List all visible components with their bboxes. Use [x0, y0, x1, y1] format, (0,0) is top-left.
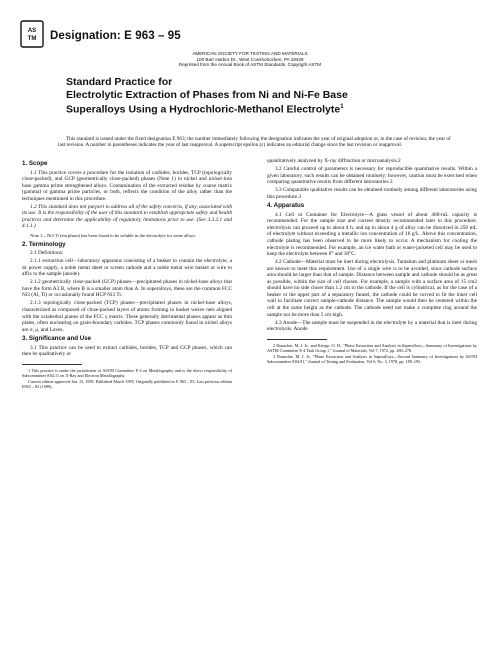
paragraph: 1.1 This practice covers a procedure for the isolation of carbides, borides, TCP (topologically close-packed), and GCP (geometrically close-packed) phases (Note 1) in nickel and nickel-iron base gamma prime strengthened alloys. Contamination of the extracted residue by coarse matrix (gamma) or gamma prime particles, or both, reflects the condition of the alloy rather than the techniques mentioned in this procedure. [22, 169, 232, 202]
section-heading: 2. Terminology [22, 240, 66, 248]
publisher-line: Reprinted from the Annual Book of ASTM Standards. Copyright ASTM [178, 62, 322, 68]
paragraph: 3.3 Comparable qualitative results can be obtained routinely among different laboratories using this procedure.3 [267, 187, 478, 200]
paragraph: 2.1.2 geometrically close-packed (GCP) phases—precipitated phases in nickel-base alloys that have the form A3 B, where B is a smaller atom than A. In superalloys, these are the common FCC Ni3 (Al, Ti) or occasionally found HCP Ni3 Ti. [22, 279, 232, 299]
svg-text:TM: TM [27, 36, 37, 42]
footnote-divider [22, 364, 82, 365]
paragraph: 3.1 This practice can be used to extract carbides, borides, TCP and GCP phases, which can then be qualitatively or [22, 344, 232, 358]
section-heading: 3. Significance and Use [22, 335, 92, 343]
right-column [267, 158, 477, 365]
publisher-info [0, 51, 500, 68]
title-line: Superalloys Using a Hydrochloric-Methanol Electrolyte$^1$ [66, 103, 344, 116]
paragraph: 4.2 Cathode—Material must be inert during electrolysis. Tantalum and platinum sheet or mesh are known to meet this requirement. Use of a single wire is to be avoided, since cathode surface area should be larger than that of sample. Distance between sample and cathode should be as great as possible, within the size of cell chosen. For example, a sample with a surface area of 15 cm2 should have no side closer than 1.2 cm to the cathode. If the cell is cylindrical, as for the case of a beaker or the upper part of a separatory funnel, the cathode could be curved to fit the inner cell wall to facilitate correct sample-cathode distance. The sample would then be centered within the cell at the same height as the cathode. The cathode need not make a complete ring around the sample nor be more than 5 cm high. [267, 259, 477, 318]
publisher-line: 100 Barr Harbor Dr., West Conshohocken, PA 19428 [196, 56, 304, 62]
footnote-divider [267, 339, 327, 340]
intro-note: This standard is issued under the fixed designation E 963; the number immediately following the designation indicates the year of original adoption or, in the case of revision, the year of last revision. A number in parentheses indicates the year of last reapproval. A superscript epsilon (ε) indicates an editorial change since the last revision or reapproval. [58, 136, 451, 149]
astm-logo [20, 20, 44, 48]
title-line: Standard Practice for [66, 76, 173, 88]
paragraph: 2.1.3 topologically close-packed (TCP) phases—precipitated phases in nickel-base alloys, characterized as composed of close-packed layers of atoms forming in basket weave nets aligned with the octahedral planes of the FCC γ matrix. These generally detrimental phases appear as thin plates, often nucleating on grain-boundary carbides. TCP phases commonly found in nickel alloys are σ, μ, and Laves. [22, 300, 232, 333]
footnote: 3 Donachie, M. J. Jr., "Phase Extraction and Analysis in Superalloys—Second Summary of Investigations by ASTM Subcommittee E04.91," Journal of Testing and Evaluation, Vol 6, No. 3, 1978, pp. 189–195. [267, 354, 477, 365]
section-heading: 1. Scope [22, 160, 48, 167]
footnote: Current edition approved Jan. 15, 1995. Published March 1995. Originally published as E 963 – 83. Last previous edition E963 – 83 (1989). [22, 379, 232, 390]
footnote: 2 Donachie, M. J. Jr., and Kriege, O. H., "Phase Extraction and Analysis in Superalloys—Summary of Investigations by ASTM Committee E-4 Task Group 1," Journal of Materials, Vol 7, 1972, pp. 269–278. [267, 342, 477, 353]
paragraph: 3.2 Careful control of parameters is necessary for reproducible quantitative results. Within a given laboratory, such results can be obtained routinely; however, caution must be exercised when comparing quantitative results from different laboratories.3 [267, 166, 477, 186]
svg-text:AS: AS [27, 28, 37, 34]
note: Note 1—Ni3 Ti (eta phase) has been found to be soluble in the electrolyte for some alloys. [30, 232, 197, 238]
paragraph: 1.2 This standard does not purport to address all of the safety concerns, if any, associated with its use. It is the responsibility of the user of this standard to establish appropriate safety and health practices and determine the applicability of regulatory limitations prior to use. (See 3.3.2.1 and 4.1.1.) [22, 203, 232, 230]
paragraph: 4.1 Cell or Container for Electrolyte—A glass vessel of about 400-mL capacity is recommended. For the sample size and current density recommended later in this procedure, electrolysis can proceed up to about 4 h, and up to about 4 g of alloy can be dissolved in 250 mL of electrolyte without exceeding a metallic ion concentration of 16 g/L. Above this concentration, cathode plating has been observed to be more likely to occur. A mechanism for cooling the electrolyte is recommended. For example, an ice water bath or water-jacketed cell may be used to keep the electrolyte between 0° and 30°C. [267, 211, 477, 258]
section-heading: 4. Apparatus [267, 202, 305, 210]
left-column [22, 158, 232, 391]
paragraph: quantitatively analyzed by X-ray diffraction or microanalysis.2 [267, 158, 401, 164]
title-line: Electrolytic Extraction of Phases from Ni and Ni-Fe Base [66, 89, 348, 101]
paragraph: 2.1 Definitions: [30, 250, 64, 257]
document-title [66, 76, 446, 116]
paragraph: 4.3 Anode—The sample must be suspended in the electrolyte by a material that is inert during electrolysis. Anode [267, 319, 477, 333]
designation: Designation: E 963 – 95 [50, 30, 181, 42]
publisher-line: AMERICAN SOCIETY FOR TESTING AND MATERIALS [192, 51, 308, 56]
paragraph: 2.1.1 extraction cell—laboratory apparatus consisting of a beaker to contain the electrolyte, a dc power supply, a noble metal sheet or screen cathode and a noble metal wire basket or wire to affix to the sample (anode). [22, 258, 232, 278]
footnote-marker: 1 [340, 104, 344, 110]
footnote: 1 This practice is under the jurisdiction of ASTM Committee E-4 on Metallography and is the direct responsibility of Subcommittee E04.11 on X-Ray and Electron Metallography. [22, 367, 232, 379]
